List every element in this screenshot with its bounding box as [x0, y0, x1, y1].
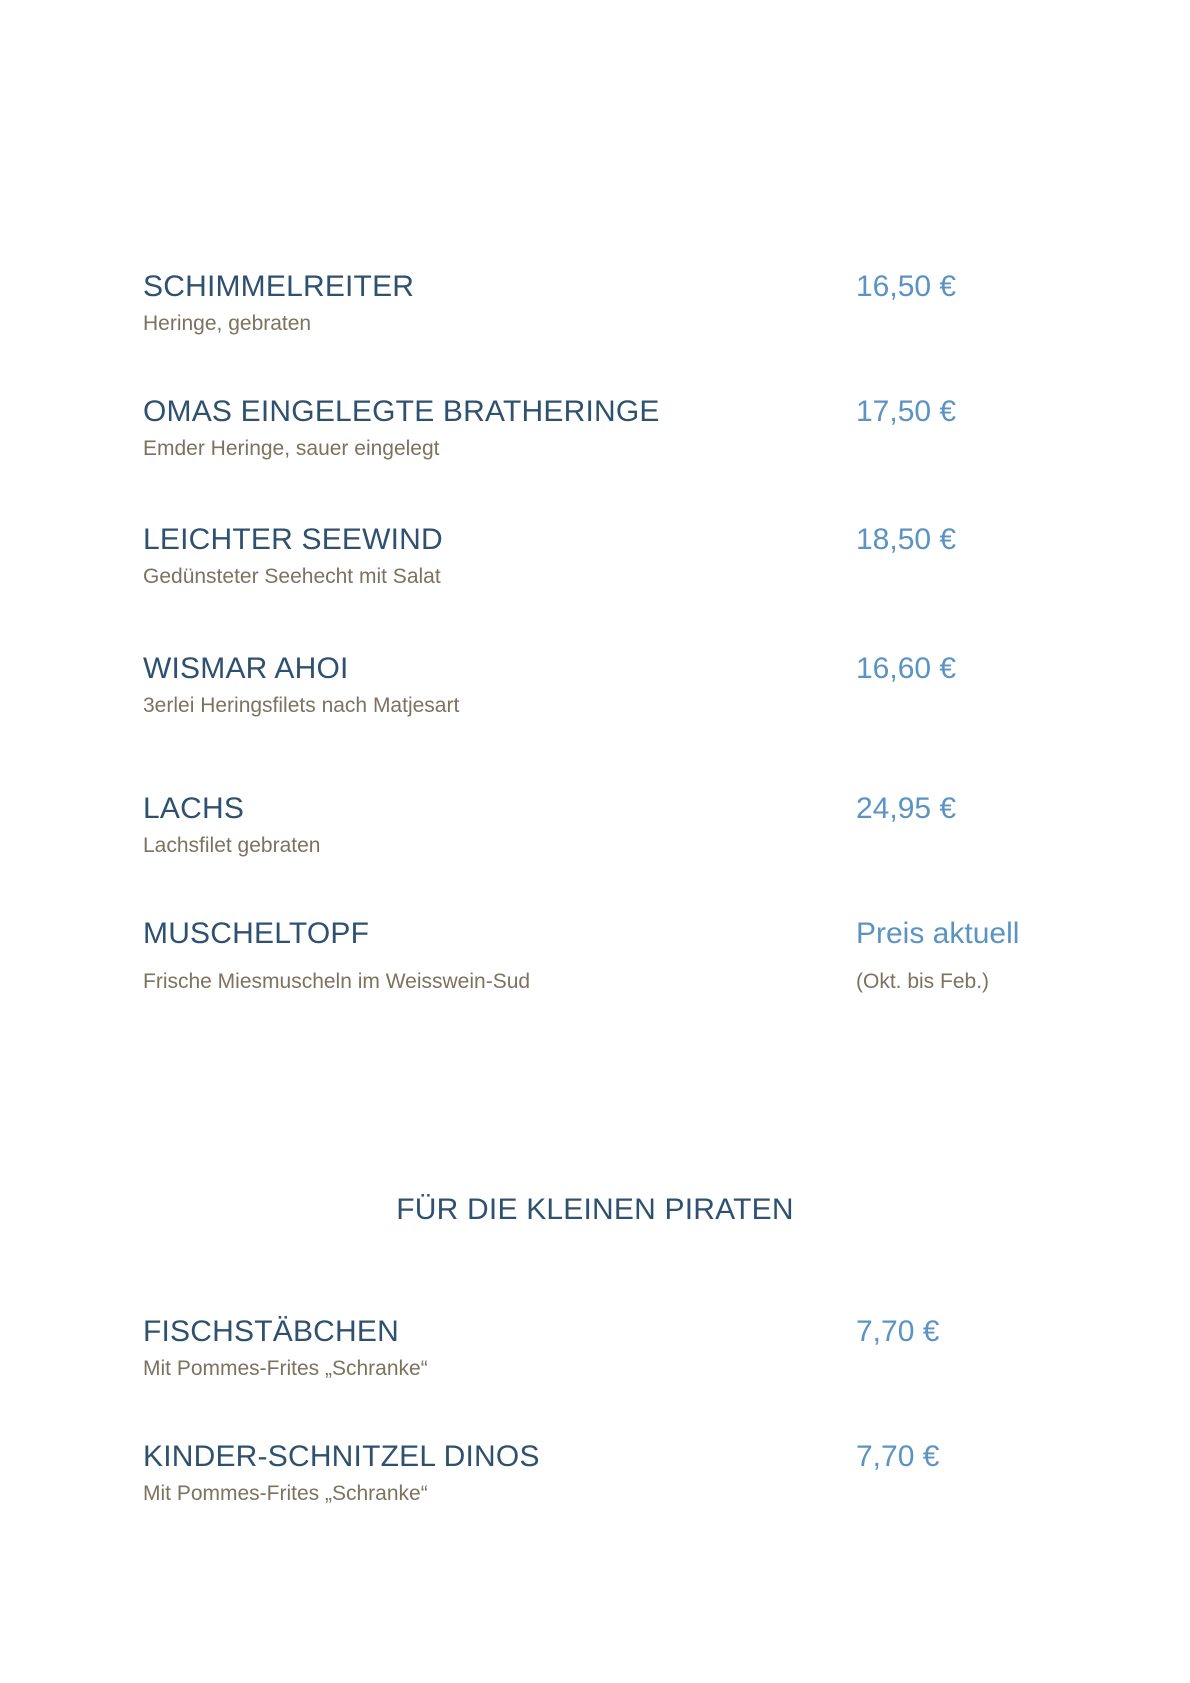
item-price: 16,60 €: [856, 652, 957, 685]
item-description: Mit Pommes-Frites „Schranke“: [143, 1482, 428, 1505]
item-price: 16,50 €: [856, 270, 957, 303]
item-description: Gedünsteter Seehecht mit Salat: [143, 565, 441, 588]
item-price: 18,50 €: [856, 523, 957, 556]
item-name: KINDER-SCHNITZEL DINOS: [143, 1440, 540, 1473]
item-name: MUSCHELTOPF: [143, 917, 370, 950]
item-name: LACHS: [143, 792, 245, 825]
item-description: Heringe, gebraten: [143, 312, 312, 335]
item-name: OMAS EINGELEGTE BRATHERINGE: [143, 395, 660, 428]
item-price: 17,50 €: [856, 395, 957, 428]
item-description: Frische Miesmuscheln im Weisswein-Sud: [143, 970, 531, 993]
item-description: 3erlei Heringsfilets nach Matjesart: [143, 694, 460, 717]
item-price: 24,95 €: [856, 792, 957, 825]
item-season-note: (Okt. bis Feb.): [856, 970, 990, 993]
item-description: Emder Heringe, sauer eingelegt: [143, 437, 440, 460]
item-price: 7,70 €: [856, 1440, 940, 1473]
item-description: Lachsfilet gebraten: [143, 834, 321, 857]
item-name: SCHIMMELREITER: [143, 270, 415, 303]
item-description: Mit Pommes-Frites „Schranke“: [143, 1357, 428, 1380]
item-price: Preis aktuell: [856, 917, 1020, 950]
item-name: LEICHTER SEEWIND: [143, 523, 443, 556]
item-name: FISCHSTÄBCHEN: [143, 1315, 399, 1348]
item-price: 7,70 €: [856, 1315, 940, 1348]
item-name: WISMAR AHOI: [143, 652, 349, 685]
section-heading-kids: FÜR DIE KLEINEN PIRATEN: [396, 1193, 794, 1226]
